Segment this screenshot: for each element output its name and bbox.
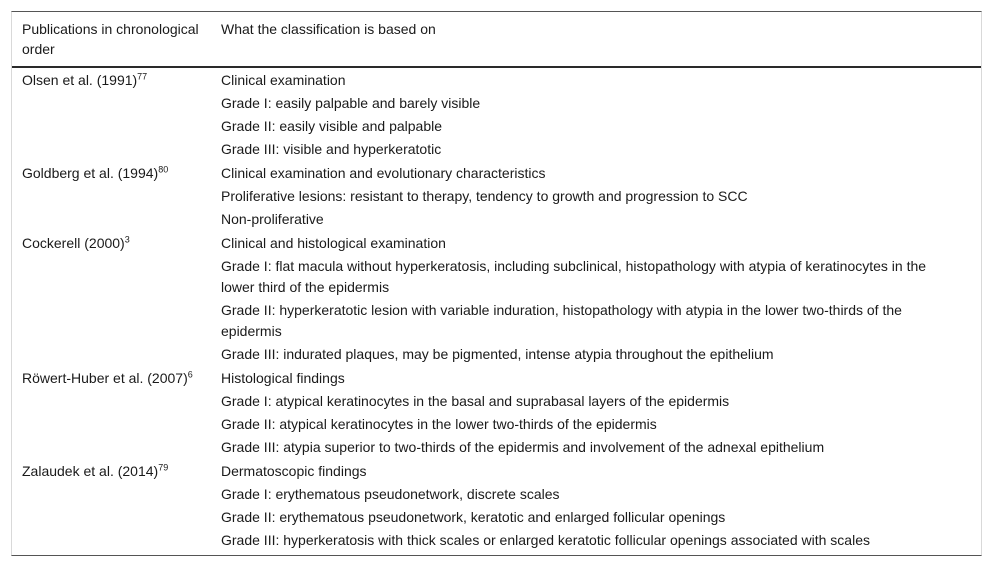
publication-cell	[12, 366, 211, 459]
table-row	[12, 161, 981, 231]
publication-cell	[12, 161, 211, 231]
classification-cell	[211, 161, 981, 231]
classification-basis: Dermatoscopic findings	[221, 463, 367, 479]
table-header	[12, 12, 981, 67]
header-publications: Publications in chronological order	[12, 12, 211, 67]
reference-number: 79	[158, 462, 169, 473]
reference-number: 77	[137, 71, 148, 82]
header-classification-basis: What the classification is based on	[211, 12, 981, 67]
reference-number: 80	[158, 164, 169, 175]
classification-grade: Grade I: atypical keratinocytes in the basal and suprabasal layers of the epidermis	[221, 393, 730, 409]
publication-name: Goldberg et al. (1994)	[22, 165, 159, 181]
classification-grade: Grade III: atypia superior to two-thirds of the epidermis and involvement of the adnexal epithelium	[221, 439, 825, 455]
classification-cell	[211, 366, 981, 459]
classification-cell	[211, 231, 981, 366]
classification-grade: Grade I: easily palpable and barely visible	[221, 95, 481, 111]
classification-grade: Grade II: easily visible and palpable	[221, 118, 443, 134]
header-row	[12, 12, 981, 67]
classification-grade: Grade II: hyperkeratotic lesion with variable induration, histopathology with atypia in the lower two-thirds of the epidermis	[221, 302, 902, 339]
classification-grade: Grade III: indurated plaques, may be pigmented, intense atypia throughout the epithelium	[221, 346, 774, 362]
classification-basis: Clinical examination and evolutionary characteristics	[221, 165, 546, 181]
table-body	[12, 67, 981, 555]
publication-name: Olsen et al. (1991)	[22, 72, 138, 88]
table-row	[12, 459, 981, 555]
table-row	[12, 67, 981, 161]
table-row	[12, 366, 981, 459]
publication-name: Röwert-Huber et al. (2007)	[22, 370, 188, 386]
table-row	[12, 231, 981, 366]
publication-cell	[12, 231, 211, 366]
classification-cell	[211, 459, 981, 555]
classification-cell	[211, 67, 981, 161]
publication-name: Zalaudek et al. (2014)	[22, 463, 159, 479]
classification-grade: Grade III: visible and hyperkeratotic	[221, 141, 442, 157]
classification-basis: Histological findings	[221, 370, 345, 386]
classification-grade: Grade III: hyperkeratosis with thick scales or enlarged keratotic follicular openings associated with scales	[221, 532, 870, 548]
reference-number: 3	[124, 234, 130, 245]
classification-grade: Grade I: erythematous pseudonetwork, discrete scales	[221, 486, 560, 502]
classification-grade: Non-proliferative	[221, 211, 324, 227]
publication-cell	[12, 459, 211, 555]
classification-basis: Clinical and histological examination	[221, 235, 446, 251]
classification-basis: Clinical examination	[221, 72, 346, 88]
classification-grade: Grade II: erythematous pseudonetwork, keratotic and enlarged follicular openings	[221, 509, 726, 525]
publication-name: Cockerell (2000)	[22, 235, 125, 251]
publication-cell	[12, 67, 211, 161]
classification-table	[11, 11, 982, 556]
reference-number: 6	[187, 369, 193, 380]
classification-grade: Proliferative lesions: resistant to therapy, tendency to growth and progression to SCC	[221, 188, 748, 204]
classification-grade: Grade I: flat macula without hyperkeratosis, including subclinical, histopathology with atypia of keratinocytes in the lower third of the epidermis	[221, 258, 927, 295]
classification-table-grid	[12, 12, 981, 555]
classification-grade: Grade II: atypical keratinocytes in the lower two-thirds of the epidermis	[221, 416, 657, 432]
